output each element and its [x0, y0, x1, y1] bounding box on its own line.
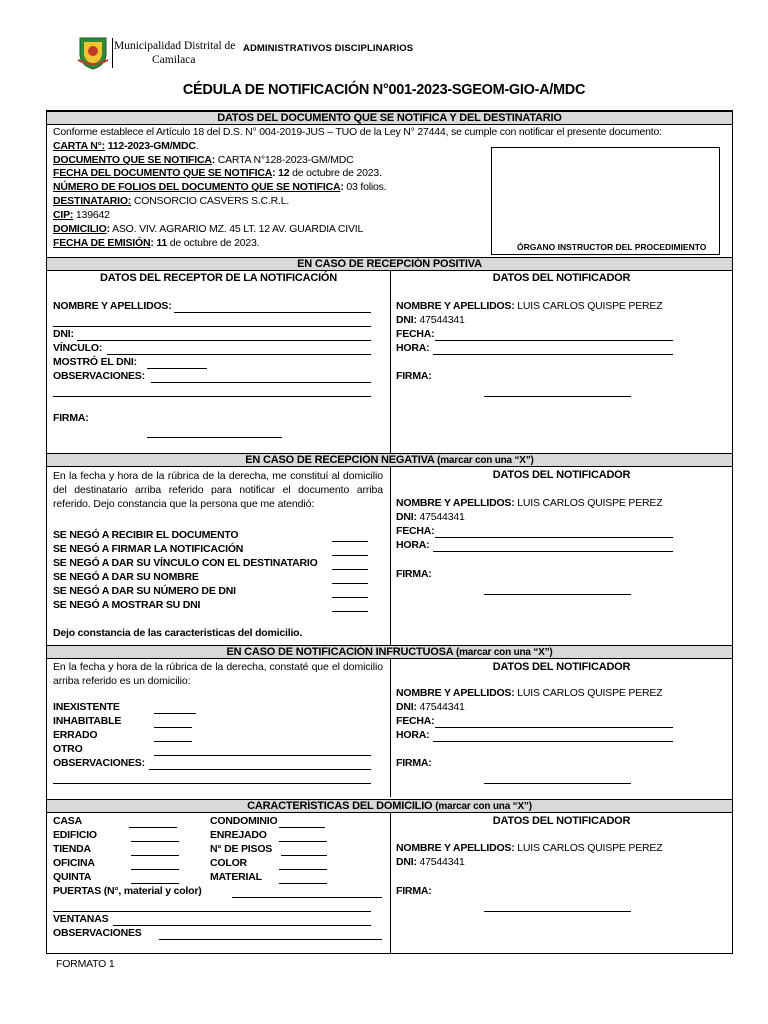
caract-col1-mark-4	[131, 869, 179, 870]
receptor-nombre-line2	[53, 326, 371, 327]
caract-col2-item-1: CONDOMINIO	[210, 815, 278, 827]
notificador-nombre-row-2	[396, 497, 662, 511]
header-divider	[112, 38, 113, 68]
notificador-fecha-line	[435, 340, 673, 341]
caract-puertas-line2	[53, 911, 371, 912]
infructuosa-item-4: OTRO	[53, 743, 83, 755]
receptor-observaciones-line2	[53, 396, 371, 397]
notificador-dni-value: 47544341	[419, 701, 465, 713]
caract-col1-item-4: OFICINA	[53, 857, 95, 869]
infructuosa-observaciones-line2	[53, 783, 371, 784]
caract-col2-mark-2	[279, 841, 327, 842]
notificador-firma-line	[484, 911, 631, 912]
notificador-header-3: DATOS DEL NOTIFICADOR	[492, 661, 631, 673]
negativa-item-4: SE NEGÓ A DAR SU NOMBRE	[53, 571, 199, 583]
notificador-firma-line	[484, 594, 631, 595]
caract-puertas-label: PUERTAS (N°, material y color)	[53, 885, 202, 897]
organo-label: ÓRGANO INSTRUCTOR DEL PROCEDIMIENTO	[517, 242, 707, 252]
section3-divider	[390, 467, 391, 645]
folios-label: NÚMERO DE FOLIOS DEL DOCUMENTO QUE SE NOTIFICA	[53, 181, 341, 193]
notificador-firma-line	[484, 783, 631, 784]
receptor-mostro-label: MOSTRÓ EL DNI:	[53, 356, 137, 368]
infructuosa-observaciones-line	[149, 769, 371, 770]
notificador-fecha-label: FECHA:	[396, 525, 435, 537]
caract-col1-mark-3	[131, 855, 179, 856]
municipal-crest-icon	[76, 34, 110, 70]
section3-intro: En la fecha y hora de la rúbrica de la derecha, me constituí al domicilio del destinatario arriba referido para notificar el documento arriba referido. Dejo constancia que la persona que me atendió:	[53, 470, 383, 510]
cip-value: 139642	[75, 209, 110, 221]
negativa-item-3: SE NEGÓ A DAR SU VÍNCULO CON EL DESTINATARIO	[53, 557, 318, 569]
section4-title-note: (marcar con una “X”)	[455, 647, 553, 658]
caract-col1-item-1: CASA	[53, 815, 82, 827]
caract-col1-mark-2	[131, 841, 179, 842]
emision-rest: de octubre de 2023.	[169, 237, 260, 249]
notificador-hora-label: HORA:	[396, 729, 430, 741]
caract-ventanas-label: VENTANAS	[53, 913, 109, 925]
notificador-dni-label: DNI:	[396, 511, 417, 523]
caract-col2-mark-5	[279, 883, 327, 884]
fecha-doc-rest: de octubre de 2023.	[292, 167, 382, 179]
notificador-nombre-row-1	[396, 300, 662, 314]
notificador-firma-label: FIRMA:	[396, 757, 432, 769]
notificador-dni-value: 47544341	[419, 314, 465, 326]
caract-col2-mark-4	[279, 869, 327, 870]
destinatario-label: DESTINATARIO:	[53, 195, 132, 207]
notificador-nombre-label: NOMBRE Y APELLIDOS:	[396, 687, 515, 699]
fecha-doc-row: FECHA DEL DOCUMENTO QUE SE NOTIFICA: 12 de octubre de 2023.	[53, 167, 382, 179]
notificador-hora-line	[433, 741, 673, 742]
notificador-nombre-label: NOMBRE Y APELLIDOS:	[396, 497, 515, 509]
folios-value: 03 folios.	[346, 181, 387, 193]
notificador-header-2: DATOS DEL NOTIFICADOR	[492, 469, 631, 481]
notificador-header-1: DATOS DEL NOTIFICADOR	[492, 272, 631, 284]
caract-col2-item-5: MATERIAL	[210, 871, 262, 883]
notificador-dni-row-4	[396, 856, 465, 870]
section2-divider	[390, 271, 391, 453]
office-name: ADMINISTRATIVOS DISCIPLINARIOS	[243, 43, 414, 54]
notificador-hora-line	[433, 354, 673, 355]
notificador-nombre-value: LUIS CARLOS QUISPE PEREZ	[517, 842, 663, 854]
notificador-firma-label: FIRMA:	[396, 370, 432, 382]
notificador-nombre-row-4	[396, 842, 662, 856]
caract-col2-item-2: ENREJADO	[210, 829, 267, 841]
notificador-firma-line	[484, 396, 631, 397]
infructuosa-observaciones-label: OBSERVACIONES:	[53, 757, 145, 769]
domicilio-label: DOMICILIO	[53, 223, 107, 235]
infructuosa-mark-1	[154, 713, 196, 714]
notificador-hora-line	[433, 551, 673, 552]
receptor-mostro-line	[147, 368, 207, 369]
carta-label: CARTA N°:	[53, 140, 105, 152]
footer-formato: FORMATO 1	[56, 958, 115, 970]
infructuosa-item-3: ERRADO	[53, 729, 98, 741]
receptor-vinculo-label: VÍNCULO:	[53, 342, 103, 354]
caract-col2-item-3: N° DE PISOS	[210, 843, 273, 855]
document-title: CÉDULA DE NOTIFICACIÓN N°001-2023-SGEOM-GIO-A/MDC	[182, 82, 586, 98]
caract-col1-mark-5	[131, 883, 179, 884]
negativa-mark-2	[332, 555, 368, 556]
section3-title-note: (marcar con una “X”)	[437, 455, 534, 466]
caract-col1-item-5: QUINTA	[53, 871, 92, 883]
notificador-hora-label: HORA:	[396, 342, 430, 354]
receptor-nombre-line	[174, 312, 371, 313]
infructuosa-item-2: INHABITABLE	[53, 715, 122, 727]
negativa-constancia: Dejo constancia de las caracteristicas del domicilio.	[53, 627, 303, 639]
notificador-dni-label: DNI:	[396, 701, 417, 713]
receptor-dni-line	[77, 340, 371, 341]
negativa-mark-4	[332, 583, 368, 584]
section5-title	[47, 799, 732, 813]
section1-intro: Conforme establece el Artículo 18 del D.S. N° 004-2019-JUS – TUO de la Ley N° 27444, se cumple con notificar el presente documento:	[53, 126, 662, 138]
receptor-header: DATOS DEL RECEPTOR DE LA NOTIFICACIÓN	[99, 272, 338, 284]
emision-row: FECHA DE EMISIÓN: 11 de octubre de 2023.	[53, 237, 260, 249]
infructuosa-item-1: INEXISTENTE	[53, 701, 120, 713]
cip-label: CIP:	[53, 209, 74, 221]
destinatario-row	[53, 195, 289, 209]
negativa-mark-5	[332, 597, 368, 598]
documento-row: DOCUMENTO QUE SE NOTIFICA: CARTA N°128-2023-GM/MDC	[53, 154, 354, 166]
section5-divider	[390, 813, 391, 954]
organo-signature-box	[491, 147, 720, 255]
section4-divider	[390, 659, 391, 797]
notificador-dni-value: 47544341	[419, 511, 465, 523]
notificador-nombre-value: LUIS CARLOS QUISPE PEREZ	[517, 687, 663, 699]
infructuosa-mark-4	[154, 755, 371, 756]
negativa-mark-1	[332, 541, 368, 542]
receptor-observaciones-line	[151, 382, 371, 383]
section4-intro: En la fecha y hora de la rúbrica de la derecha, constaté que el domicilio arriba referido es un domicilio:	[53, 661, 383, 687]
caract-puertas-line	[232, 897, 382, 898]
carta-value: 112-2023-GM/MDC	[107, 140, 196, 152]
negativa-item-5: SE NEGÓ A DAR SU NÚMERO DE DNI	[53, 585, 236, 597]
notificador-fecha-line	[435, 537, 673, 538]
municipality-line1: Municipalidad Distrital de	[114, 40, 236, 52]
negativa-mark-6	[332, 611, 368, 612]
notificador-dni-label: DNI:	[396, 314, 417, 326]
receptor-vinculo-line	[107, 354, 371, 355]
infructuosa-mark-3	[154, 741, 192, 742]
notificador-dni-value: 47544341	[419, 856, 465, 868]
notificador-dni-row-3	[396, 701, 465, 715]
negativa-item-2: SE NEGÓ A FIRMAR LA NOTIFICACIÓN	[53, 543, 244, 555]
notificador-dni-row-1	[396, 314, 465, 328]
emision-day: 11	[156, 237, 168, 249]
caract-observaciones-label: OBSERVACIONES	[53, 927, 142, 939]
section3-title-text: EN CASO DE RECEPCIÓN NEGATIVA	[245, 454, 435, 466]
notificador-dni-label: DNI:	[396, 856, 417, 868]
folios-row: NÚMERO DE FOLIOS DEL DOCUMENTO QUE SE NOTIFICA: 03 folios.	[53, 181, 387, 193]
caract-col2-mark-3	[281, 855, 327, 856]
notificador-nombre-label: NOMBRE Y APELLIDOS:	[396, 842, 515, 854]
notificador-firma-label: FIRMA:	[396, 885, 432, 897]
negativa-mark-3	[332, 569, 368, 570]
notificador-hora-label: HORA:	[396, 539, 430, 551]
receptor-dni-label: DNI:	[53, 328, 74, 340]
section2-title: EN CASO DE RECEPCIÓN POSITIVA	[47, 257, 732, 271]
receptor-observaciones-label: OBSERVACIONES:	[53, 370, 145, 382]
municipality-line2: Camilaca	[152, 53, 196, 66]
section4-title-text: EN CASO DE NOTIFICACIÓN INFRUCTUOSA	[226, 646, 454, 658]
section5-title-note: (marcar con una “X”)	[435, 801, 532, 812]
emision-label: FECHA DE EMISIÓN	[53, 237, 151, 249]
domicilio-value: ASO. VIV. AGRARIO MZ. 45 LT. 12 AV. GUARDIA CIVIL	[112, 223, 364, 235]
cip-row	[53, 209, 110, 223]
negativa-item-6: SE NEGÓ A MOSTRAR SU DNI	[53, 599, 201, 611]
fecha-doc-day: 12	[278, 167, 290, 179]
notificador-fecha-line	[435, 727, 673, 728]
fecha-doc-label: FECHA DEL DOCUMENTO QUE SE NOTIFICA	[53, 167, 273, 179]
section5-title-text: CARACTERÍSTICAS DEL DOMICILIO	[247, 800, 433, 812]
receptor-firma-label: FIRMA:	[53, 412, 89, 424]
domicilio-row: DOMICILIO: ASO. VIV. AGRARIO MZ. 45 LT. 12 AV. GUARDIA CIVIL	[53, 223, 364, 235]
section3-title	[47, 453, 732, 467]
notificador-nombre-value: LUIS CARLOS QUISPE PEREZ	[517, 497, 663, 509]
destinatario-value: CONSORCIO CASVERS S.C.R.L.	[133, 195, 290, 207]
notificador-dni-row-2	[396, 511, 465, 525]
notificador-header-4: DATOS DEL NOTIFICADOR	[492, 815, 631, 827]
caract-col2-item-4: COLOR	[210, 857, 247, 869]
notificador-nombre-row-3	[396, 687, 662, 701]
caract-observaciones-line2	[53, 953, 379, 954]
notificador-nombre-value: LUIS CARLOS QUISPE PEREZ	[517, 300, 663, 312]
caract-ventanas-line	[113, 925, 371, 926]
notificador-firma-label: FIRMA:	[396, 568, 432, 580]
caract-col2-mark-1	[279, 827, 325, 828]
caract-col1-mark-1	[129, 827, 177, 828]
notificador-nombre-label: NOMBRE Y APELLIDOS:	[396, 300, 515, 312]
infructuosa-mark-2	[154, 727, 192, 728]
notificador-fecha-label: FECHA:	[396, 715, 435, 727]
caract-observaciones-line	[159, 939, 382, 940]
municipality-name	[114, 40, 235, 68]
negativa-item-1: SE NEGÓ A RECIBIR EL DOCUMENTO	[53, 529, 239, 541]
documento-value: CARTA N°128-2023-GM/MDC	[217, 154, 354, 166]
notificador-fecha-label: FECHA:	[396, 328, 435, 340]
receptor-nombre-label: NOMBRE Y APELLIDOS:	[53, 300, 172, 312]
section4-title	[47, 645, 732, 659]
caract-col1-item-2: EDIFICIO	[53, 829, 97, 841]
section1-title: DATOS DEL DOCUMENTO QUE SE NOTIFICA Y DEL DESTINATARIO	[47, 111, 732, 125]
documento-label: DOCUMENTO QUE SE NOTIFICA	[53, 154, 212, 166]
receptor-firma-line	[147, 437, 282, 438]
carta-row: CARTA N°: 112-2023-GM/MDC.	[53, 140, 199, 152]
caract-col1-item-3: TIENDA	[53, 843, 91, 855]
